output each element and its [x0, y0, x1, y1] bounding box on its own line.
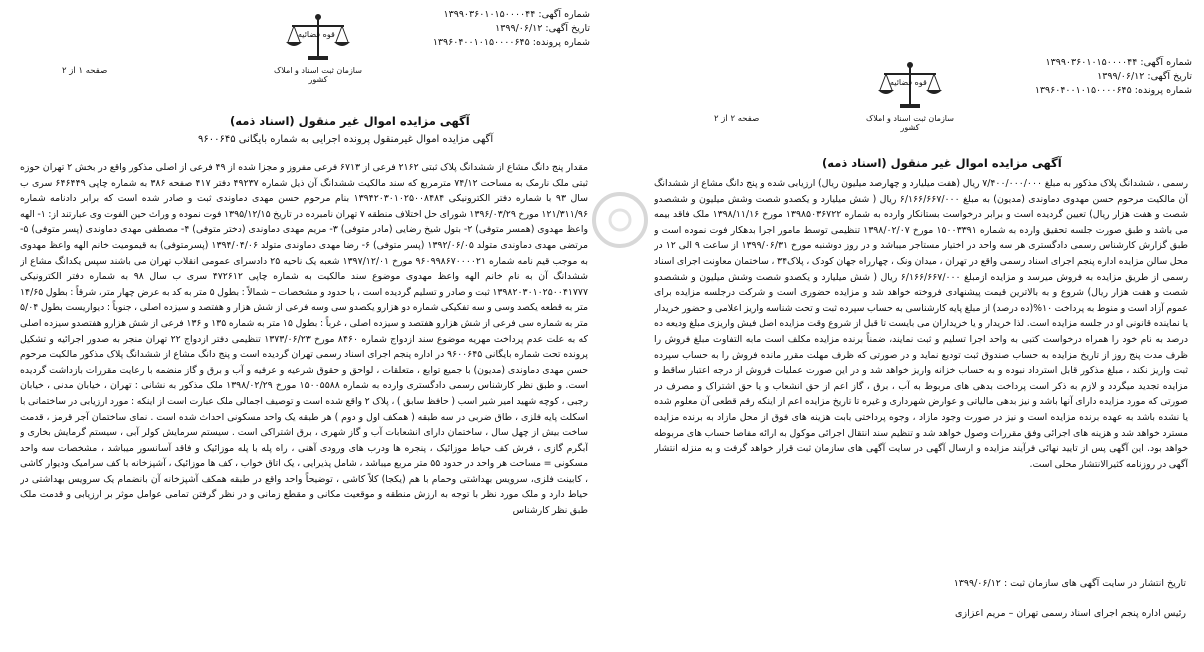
ad-number: شماره آگهی: ۱۳۹۹۰۳۶۰۱۰۱۵۰۰۰۰۴۴ [1045, 57, 1192, 68]
ad-title: آگهی مزایده اموال غیر منقول (اسناد ذمه) [822, 156, 1062, 170]
ad-subtitle: آگهی مزایده اموال غیرمنقول پرونده اجرایی به شماره بایگانی ۹۶۰۰۶۴۵ [198, 134, 494, 145]
page-number: صفحه ۱ از ۲ [62, 66, 108, 76]
case-number: شماره پرونده: ۱۳۹۶۰۴۰۰۱۰۱۵۰۰۰۰۶۴۵ [432, 37, 590, 48]
ad-title: آگهی مزایده اموال غیر منقول (اسناد ذمه) [230, 114, 470, 128]
document-page-2 [604, 0, 1204, 652]
judiciary-label: قوه قضائیه [890, 78, 927, 87]
publish-date: تاریخ انتشار در سایت آگهی های سازمان ثبت : ۱۳۹۹/۰۶/۱۲ [953, 578, 1186, 589]
org-name: سازمان ثبت اسناد و املاک کشور [274, 66, 362, 84]
ad-date: تاریخ آگهی: ۱۳۹۹/۰۶/۱۲ [1097, 71, 1192, 82]
ad-body-text: مقدار پنج دانگ مشاع از ششدانگ پلاک ثبتی ۲۱۶۲ فرعی از ۶۷۱۳ فرعی مفروز و مجزا شده از ۴۹ فرعی از اصلی مذکور واقع در بخش ۲ تهران حوزه ثبتی ملک نارمک به مساحت ۷۴/۱۲ مترمربع که سند مالکیت ششدانگ آن ذیل شماره ۴۹۲۳۷ دفتر ۴۱۷ صفحه ۳۸۶ به شماره چاپی ۶۴۶۴۴۹ سری ب سال ۹۳ با شماره دفتر الکترونیکی ۱۳۹۴۲۰۳۰۱۰۲۵۰۰۸۴۸۴ بنام مرحوم حسن مهدی دماوندی ثبت و صادر شده است که برابر دادنامه شماره ۱۲۱/۳۱۱/۹۶ مورخ ۱۳۹۶/۰۳/۲۹ شورای حل اختلاف منطقه ۷ تهران نامبرده در تاریخ ۱۳۹۵/۱۲/۱۵ فوت نموده و وراث حین الفوت وی عبارتند از: ۱- الهه واعظ مهدوی (همسر متوفی) ۲- بتول شیخ رضایی (مادر متوفی) ۳- مریم مهدی دماوندی (دختر متوفی) ۴- مصطفی مهدی دماوندی (پسر متوفی) ۵- مرتضی مهدی دماوندی متولد ۱۳۹۲/۰۶/۰۵ (پسر متوفی) ۶- رضا مهدی دماوندی متولد ۱۳۹۴/۰۴/۰۶ (پسرمتوفی) به قیمومیت خانم الهه واعظ مهدوی به موجب قیم نامه شماره ۹۶۰۹۹۸۶۷۰۰۰۰۲۱ مورخ ۱۳۹۷/۱۲/۰۱ شعبه یک ناحیه ۲۵ دادسرای عمومی انقلاب تهران می باشند سپس یکدانگ مشاع از ششدانگ آن به نام خانم الهه واعظ مهدوی موضوع سند مالکیت به شماره چاپی ۴۷۲۶۱۲ سری ب سال ۹۸ به شماره دفتر الکترونیکی ۱۳۹۸۲۰۳۰۱۰۲۵۰۰۴۱۷۷۷ ثبت و صادر و تسلیم گردیده است ، با حدود و مشخصات – شمالاً : بطول ۵ متر به کد به عرض چهار متر، شرقاً : بطول ۱۴/۶۵ متر به قطعه یکصد وسی و سه تفکیکی شماره دو هزارو یکصدو سی وسه فرعی از شش هزار و هفتصد و سیزده اصلی ، جنوباً : دیواریست بطول ۵/۰۴ متر به شماره سی فرعی از شش هزارو هفتصد و سیزده اصلی ، غرباً : بطول ۱۵ متر به شماره ۱۳۵ و ۱۳۶ فرعی از شش هزارو هفتصدو سیزده اصلی که به علت عدم پرداخت مهریه موضوع سند ازدواج شماره ۸۴۶۰ مورخ ۱۳۷۳/۰۶/۲۳ تنظیمی دفتر ازدواج ۲۲ تهران منجر به صدور اجرائیه و تشکیل پرونده تحت شماره بایگانی ۹۶۰۰۶۴۵ در اداره پنجم اجرای اسناد رسمی تهران گردیده است و پنج دانگ مشاع از ششدانگ پلاک مذکور مالکیت مرحوم حسن مهدی دماوندی (مدیون) با جمیع توابع ، متعلقات ، لواحق و حقوق شرعیه و عرفیه و آب و برق و گاز منضمه با رعایت مقررات بازداشت گردیده است. و طبق نظر کارشناس رسمی دادگستری وارده به شماره ۱۵۰۰۵۵۸۸ مورخ ۱۳۹۸/۰۲/۲۹ ملک مذکور به نشانی : تهران ، خیابان مدنی ، خیابان رجبی ، کوچه شهید امیر شیر اسب ( حافظ سابق ) ، پلاک ۲ واقع شده است و توصیف اجمالی ملک عبارت است از اینکه : مورد ارزیابی در ساختمانی با اسکلت پایه فلزی ، طاق ضربی در سه طبقه ( همکف اول و دوم ) هر طبقه یک واحد مسکونی احداث شده است . نمای ساختمان آجر قرمز ، قدمت ساخت بیش از چهل سال ، ساختمان دارای انشعابات آب و گاز شهری ، برق اشتراکی است . سیستم سرمایش کولر آبی ، سیستم گرمایش بخاری و آبگرم گازی ، فرش کف حیاط موزائیک ، پنجره ها ودرب های ورودی آهنی ، راه پله با پله موزائیک و فاقد آسانسور میباشد ، مشخصات سه واحد مسکونی = مساحت هر واحد در حدود ۵۵ متر مربع میباشد ، شامل پذیرایی ، یک اتاق خواب ، کف ها موزائیک ، آشپزخانه با کف سرامیک ودیوار کاشی ، کابینت فلزی، سرویس بهداشتی وحمام با هم (یکجا) کلاً کاشی ، توضیحاً واحد واقع در طبقه همکف آشپزخانه آن بانضمام یک سرویس بهداشتی در حیاط دارد و ملک مورد نظر با توجه به ارزش منطقه و موقعیت مکانی و مقطع زمانی و در نظر گرفتن تمامی عوامل موثر بر ارزیابی و قدمت ملک طبق نظر کارشناس [20, 162, 588, 517]
ad-meta [956, 56, 1192, 98]
org-name: سازمان ثبت اسناد و املاک کشور [866, 114, 954, 132]
ad-date: تاریخ آگهی: ۱۳۹۹/۰۶/۱۲ [495, 23, 590, 34]
ad-body-text: رسمی ، ششدانگ پلاک مذکور به مبلغ ۷/۴۰۰/۰۰۰/۰۰۰ ریال (هفت میلیارد و چهارصد میلیون ریال) ارزیابی شده و پنج دانگ مشاع از ششدانگ آن مالکیت مرحوم حسن مهدوی دماوندی (مدیون) به مبلغ ۶/۱۶۶/۶۶۷/۰۰۰ ریال ( شش میلیارد و یکصدو شصت وشش میلیون و ششصدو شصت و هفت هزار ریال) تعیین گردیده است و برابر درخواست بستانکار وارده به شماره ۱۳۹۸۵۰۳۶۷۲۲ مورخ ۱۳۹۸/۱۱/۱۶ ملک فاقد بیمه می باشد و طبق صورت جلسه تحقیق وارده به شماره ۱۵۰۰۳۳۹۱ مورخ ۱۳۹۸/۰۲/۰۷ تنظیمی توسط مامور اجرا بدهکار فوت نموده است و طبق گزارش کارشناس رسمی دادگستری هر سه واحد در اختیار مستاجر میباشد و در روز دوشنبه مورخ ۱۳۹۹/۰۶/۳۱ از ساعت ۹ الی ۱۲ در محل سالن مزایده اداره پنجم اجرای اسناد رسمی واقع در تهران ، میدان ونک ، چهارراه جهان کودک ، پلاک۳۴ ، ساختمان معاونت اجرای اسناد رسمی از طریق مزایده به فروش میرسد و مزایده ازمبلغ ۶/۱۶۶/۶۶۷/۰۰۰ ریال ( شش میلیارد و یکصدو شصت وشش میلیون و ششصدو شصت و هفت هزار ریال) شروع و به بالاترین قیمت پیشنهادی فروخته خواهد شد و مزایده حضوری است و شرکت درجلسه مزایده برای عموم آزاد است و منوط به پرداخت ۱۰%(ده درصد) از مبلغ پایه کارشناسی به حساب سپرده ثبت و تحت شناسه واریز اعلامی و حضور خریدار یا نماینده قانونی او در جلسه مزایده است. لذا خریدار و یا خریداران می بایست تا قبل از شروع وقت مزایده اصل فیش واریزی مبلغ ودیعه ده درصد به نام خود را همراه درخواست کتبی به واحد اجرا تسلیم و ثبت نمایند، ضمناً برنده مزایده مکلف است مابه التفاوت مبلغ فروش را ظرف مدت پنج روز از تاریخ مزایده به حساب صندوق ثبت تودیع نماید و در صورتی که ظرف مهلت مقرر مانده فروش را به حساب سپرده ثبت واریز نکند ، مبلغ مذکور قابل استرداد نبوده و به حساب خزانه واریز خواهد شد و در این صورت عملیات فروش از درجه اعتبار ساقط و مزایده تجدید میگردد و لازم به ذکر است پرداخت بدهی های مربوط به آب ، برق ، گاز اعم از حق انشعاب و یا حق اشتراک و مصرف در صورتی که مورد مزایده دارای آنها باشد و نیز بدهی مالیاتی و عوارض شهرداری و غیره تا تاریخ مزایده اعم از اینکه رقم قطعی آن معلوم شده یا نشده باشد به عهده برنده مزایده است و نیز در صورت وجود مازاد ، وجوه پرداختی بابت هزینه های فوق از محل مازاد به برنده مزایده مسترد خواهد شد و هزینه های اجرائی وفق مقررات وصول خواهد شد و تنظیم سند انتقال اجرائی موکول به ارائه مفاصا حساب های مربوطه خواهد بود. این آگهی پس از تایید نهائی فرآیند مزایده و ارسال آگهی در سایت آگهی های سازمان ثبت قرار خواهد گرفت و به منزله انتشار آگهی در روزنامه کثیرالانتشار محلی است. [654, 178, 1188, 470]
signature-line: رئیس اداره پنجم اجرای اسناد رسمی تهران – مریم اعزازی [955, 608, 1186, 619]
case-number: شماره پرونده: ۱۳۹۶۰۴۰۰۱۰۱۵۰۰۰۰۶۴۵ [1034, 85, 1192, 96]
judiciary-emblem [270, 12, 366, 82]
page-number: صفحه ۲ از ۲ [714, 114, 760, 124]
ad-number: شماره آگهی: ۱۳۹۹۰۳۶۰۱۰۱۵۰۰۰۰۴۴ [443, 9, 590, 20]
ad-meta [350, 8, 590, 50]
judiciary-label: قوه قضائیه [298, 30, 335, 39]
judiciary-emblem [862, 60, 958, 130]
